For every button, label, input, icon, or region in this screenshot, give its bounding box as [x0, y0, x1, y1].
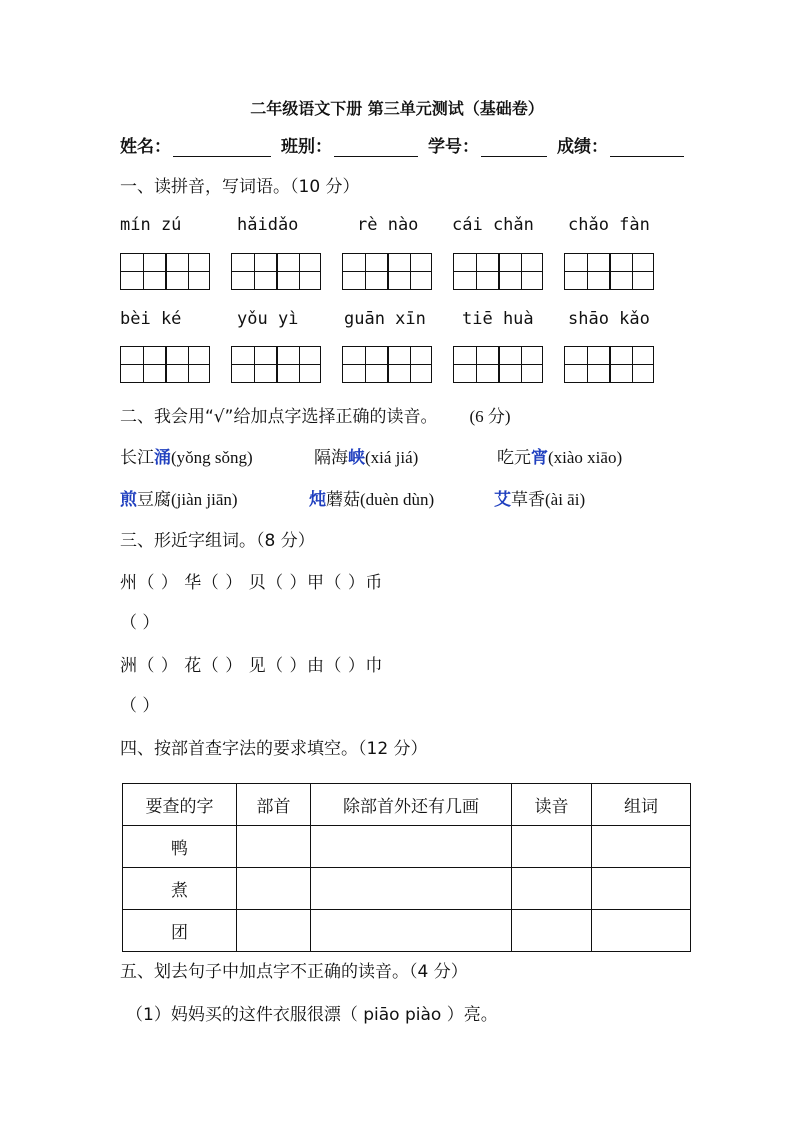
- answer-cell[interactable]: [237, 910, 311, 952]
- similar-chars-line-2-cont[interactable]: （ ）: [120, 696, 160, 716]
- writing-grid[interactable]: [342, 346, 432, 383]
- name-label: 姓名：: [120, 137, 171, 157]
- writing-grid[interactable]: [231, 346, 321, 383]
- answer-cell[interactable]: [592, 868, 691, 910]
- pinyin-options[interactable]: (xiào xiāo): [548, 448, 623, 467]
- number-label: 学号：: [428, 137, 479, 157]
- table-row: [123, 868, 691, 910]
- dotted-char: 峡: [348, 448, 365, 467]
- pinyin-1: mín zú: [120, 215, 182, 235]
- pinyin-6: bèi ké: [120, 309, 182, 329]
- pinyin-options[interactable]: (ài āi): [545, 490, 586, 509]
- similar-chars-line-1-cont[interactable]: （ ）: [120, 613, 160, 633]
- section2-title: 二、我会用“√”给加点字选择正确的读音。: [120, 407, 438, 427]
- table-header-row: [123, 784, 691, 826]
- reading-choice-item: 艾草香(ài āi): [494, 490, 586, 509]
- dotted-char: 涌: [154, 448, 171, 467]
- section3-heading: 三、形近字组词。（8 分）: [120, 531, 315, 551]
- score-blank[interactable]: [610, 138, 684, 157]
- pinyin-3: rè nào: [357, 215, 419, 235]
- page-title: 二年级语文下册 第三单元测试（基础卷）: [250, 99, 544, 118]
- answer-cell[interactable]: [592, 910, 691, 952]
- answer-cell[interactable]: [237, 826, 311, 868]
- sentence-item-1[interactable]: （1）妈妈买的这件衣服很漂（ piāo piào ）亮。: [126, 1005, 498, 1025]
- lookup-char: 鸭: [123, 826, 237, 868]
- reading-choice-item: 隔海峡(xiá jiá): [314, 448, 419, 467]
- class-label: 班别：: [281, 137, 332, 157]
- pinyin-5: chǎo fàn: [568, 215, 650, 235]
- section2-score: (6 分): [469, 407, 511, 426]
- writing-grid[interactable]: [564, 253, 654, 290]
- score-label: 成绩：: [557, 137, 608, 157]
- dotted-char: 艾: [494, 490, 511, 509]
- pinyin-9: tiē huà: [462, 309, 534, 329]
- section2-heading: [120, 402, 511, 427]
- reading-choice-item: 吃元宵(xiào xiāo): [497, 448, 623, 467]
- similar-chars-line-1[interactable]: 州（ ） 华（ ） 贝（ ）甲（ ）币: [120, 573, 383, 593]
- reading-choice-item: 煎豆腐(jiàn jiān): [120, 490, 238, 509]
- table-header: 要查的字: [123, 784, 237, 826]
- writing-grid[interactable]: [342, 253, 432, 290]
- lookup-char: 煮: [123, 868, 237, 910]
- similar-chars-line-2[interactable]: 洲（ ） 花（ ） 见（ ）由（ ）巾: [120, 656, 383, 676]
- answer-cell[interactable]: [237, 868, 311, 910]
- table-row: [123, 910, 691, 952]
- lookup-char: 团: [123, 910, 237, 952]
- name-blank[interactable]: [173, 138, 271, 157]
- pinyin-2: hǎidǎo: [237, 215, 299, 235]
- section4-heading: 四、按部首查字法的要求填空。（12 分）: [120, 739, 428, 759]
- answer-cell[interactable]: [311, 910, 512, 952]
- class-blank[interactable]: [334, 138, 418, 157]
- answer-cell[interactable]: [512, 826, 592, 868]
- section1-heading: 一、读拼音，写词语。（10 分）: [120, 177, 360, 197]
- student-info-line: [120, 132, 684, 157]
- number-blank[interactable]: [481, 138, 547, 157]
- pinyin-4: cái chǎn: [452, 215, 534, 235]
- writing-grid[interactable]: [231, 253, 321, 290]
- reading-choice-item: 长江涌(yǒng sǒng): [120, 448, 253, 467]
- pinyin-8: guān xīn: [344, 309, 426, 329]
- reading-choice-item: 炖蘑菇(duèn dùn): [309, 490, 435, 509]
- dotted-char: 宵: [531, 448, 548, 467]
- pinyin-options[interactable]: (xiá jiá): [365, 448, 419, 467]
- answer-cell[interactable]: [512, 910, 592, 952]
- dotted-char: 煎: [120, 490, 137, 509]
- writing-grid[interactable]: [453, 253, 543, 290]
- table-row: [123, 826, 691, 868]
- section5-heading: 五、划去句子中加点字不正确的读音。（4 分）: [120, 962, 468, 982]
- answer-cell[interactable]: [311, 826, 512, 868]
- writing-grid[interactable]: [453, 346, 543, 383]
- pinyin-options[interactable]: (duèn dùn): [360, 490, 435, 509]
- dotted-char: 炖: [309, 490, 326, 509]
- writing-grid[interactable]: [120, 253, 210, 290]
- table-header: 除部首外还有几画: [311, 784, 512, 826]
- pinyin-7: yǒu yì: [237, 309, 299, 329]
- writing-grid[interactable]: [120, 346, 210, 383]
- answer-cell[interactable]: [512, 868, 592, 910]
- table-header: 部首: [237, 784, 311, 826]
- pinyin-options[interactable]: (jiàn jiān): [171, 490, 238, 509]
- answer-cell[interactable]: [311, 868, 512, 910]
- writing-grid[interactable]: [564, 346, 654, 383]
- answer-cell[interactable]: [592, 826, 691, 868]
- table-header: 组词: [592, 784, 691, 826]
- radical-lookup-table: [122, 783, 691, 952]
- pinyin-options[interactable]: (yǒng sǒng): [171, 448, 253, 467]
- pinyin-10: shāo kǎo: [568, 309, 650, 329]
- table-header: 读音: [512, 784, 592, 826]
